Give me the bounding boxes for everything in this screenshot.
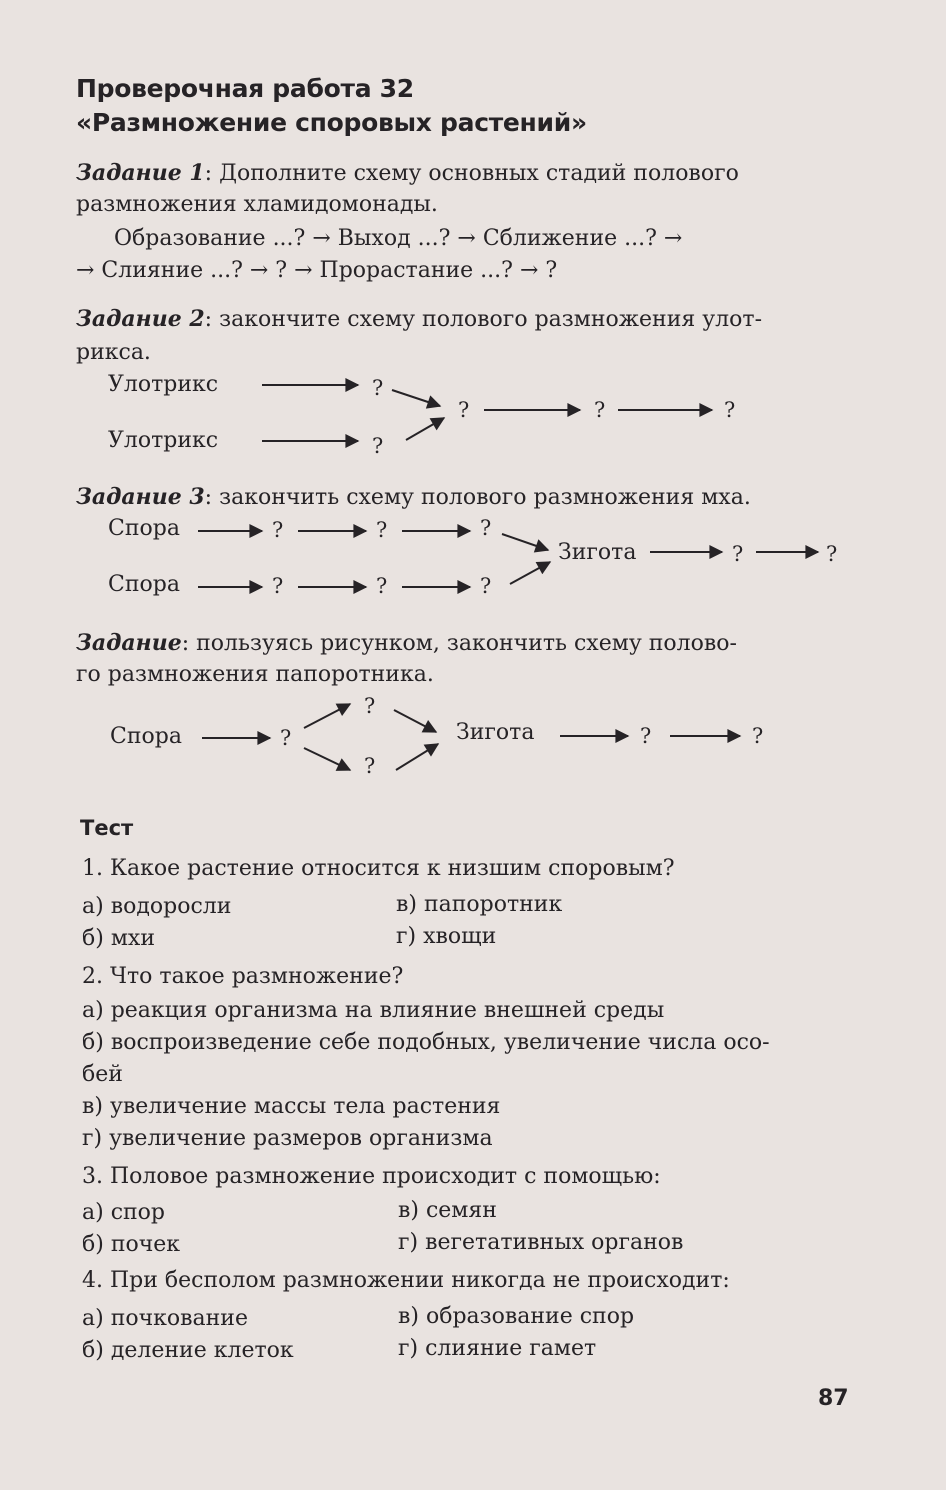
q4-option-a: а) почкование: [82, 1306, 248, 1331]
task2-instruction: Задание 2: закончите схему полового размножения улот-: [76, 306, 763, 332]
task1-label: Задание 1: [76, 160, 205, 186]
fern-spore: Спора: [110, 724, 182, 749]
moss-q-a1: ?: [272, 518, 284, 542]
task4-label: Задание: [76, 630, 182, 656]
fern-arrow-down: [304, 748, 350, 770]
test-heading: Тест: [80, 816, 134, 840]
question-2: 2. Что такое размножение?: [82, 964, 404, 989]
q1-option-v: в) папоротник: [396, 892, 563, 917]
page-number: 87: [818, 1386, 849, 1411]
moss-q-b2: ?: [376, 574, 388, 598]
task2-label: Задание 2: [76, 306, 205, 332]
task1-instruction: Задание 1: Дополните схему основных стадий полового: [76, 160, 739, 186]
q1-option-g: г) хвощи: [396, 924, 497, 949]
moss-q-a3: ?: [480, 516, 492, 540]
moss-q-c1: ?: [732, 542, 744, 566]
task4-instruction-cont: го размножения папоротника.: [76, 662, 434, 687]
ulothrix-q2: ?: [372, 434, 384, 458]
ulothrix-node-1: Улотрикс: [108, 372, 219, 397]
q2-option-v: в) увеличение массы тела растения: [82, 1094, 501, 1119]
fern-arrow-merge-top: [394, 710, 436, 732]
task3-label: Задание 3: [76, 484, 205, 510]
fern-q1: ?: [280, 726, 292, 750]
q2-option-b-cont: бей: [82, 1062, 123, 1087]
moss-zygote: Зигота: [558, 540, 637, 565]
question-4: 4. При бесполом размножении никогда не происходит:: [82, 1268, 730, 1293]
ulothrix-q5: ?: [724, 398, 736, 422]
fern-q2: ?: [640, 724, 652, 748]
moss-spore-2: Спора: [108, 572, 180, 597]
q3-option-v: в) семян: [398, 1198, 497, 1223]
moss-q-c2: ?: [826, 542, 838, 566]
q4-option-b: б) деление клеток: [82, 1338, 294, 1363]
work-title: Проверочная работа 32: [76, 74, 414, 103]
q3-option-b: б) почек: [82, 1232, 181, 1257]
q2-option-b: б) воспроизведение себе подобных, увеличение числа осо-: [82, 1030, 770, 1055]
q3-option-g: г) вегетативных органов: [398, 1230, 684, 1255]
q4-option-v: в) образование спор: [398, 1304, 635, 1329]
question-3: 3. Половое размножение происходит с помощью:: [82, 1164, 661, 1189]
task4-instruction: Задание: пользуясь рисунком, закончить схему полово-: [76, 630, 737, 656]
q3-option-a: а) спор: [82, 1200, 166, 1225]
ulothrix-node-2: Улотрикс: [108, 428, 219, 453]
ulo-arrow-4: [406, 418, 444, 440]
task1-chain-line2: → Слияние ...? → ? → Прорастание ...? → ?: [76, 258, 558, 283]
fern-arrow-merge-bottom: [396, 744, 438, 770]
task3-instruction: Задание 3: закончить схему полового размножения мха.: [76, 484, 751, 510]
q1-option-a: а) водоросли: [82, 894, 232, 919]
task2-instruction-cont: рикса.: [76, 340, 151, 365]
task1-chain-line1: Образование ...? → Выход ...? → Сближение ...? →: [114, 226, 683, 251]
ulothrix-q4: ?: [594, 398, 606, 422]
fern-zygote: Зигота: [456, 720, 535, 745]
moss-spore-1: Спора: [108, 516, 180, 541]
fern-arrow-up: [304, 704, 350, 728]
moss-q-b3: ?: [480, 574, 492, 598]
moss-q-b1: ?: [272, 574, 284, 598]
ulothrix-q1: ?: [372, 376, 384, 400]
ulothrix-q3: ?: [458, 398, 470, 422]
moss-arrow-merge-a: [502, 534, 548, 550]
fern-q3: ?: [752, 724, 764, 748]
ulo-arrow-3: [392, 390, 440, 406]
work-subtitle: «Размножение споровых растений»: [76, 108, 587, 137]
q4-option-g: г) слияние гамет: [398, 1336, 597, 1361]
moss-arrow-merge-b: [510, 562, 550, 584]
moss-q-a2: ?: [376, 518, 388, 542]
q1-option-b: б) мхи: [82, 926, 156, 951]
q2-option-g: г) увеличение размеров организма: [82, 1126, 493, 1151]
question-1: 1. Какое растение относится к низшим споровым?: [82, 856, 675, 881]
fern-q-top: ?: [364, 694, 376, 718]
q2-option-a: а) реакция организма на влияние внешней среды: [82, 998, 665, 1023]
task1-instruction-cont: размножения хламидомонады.: [76, 192, 438, 217]
fern-q-bottom: ?: [364, 754, 376, 778]
